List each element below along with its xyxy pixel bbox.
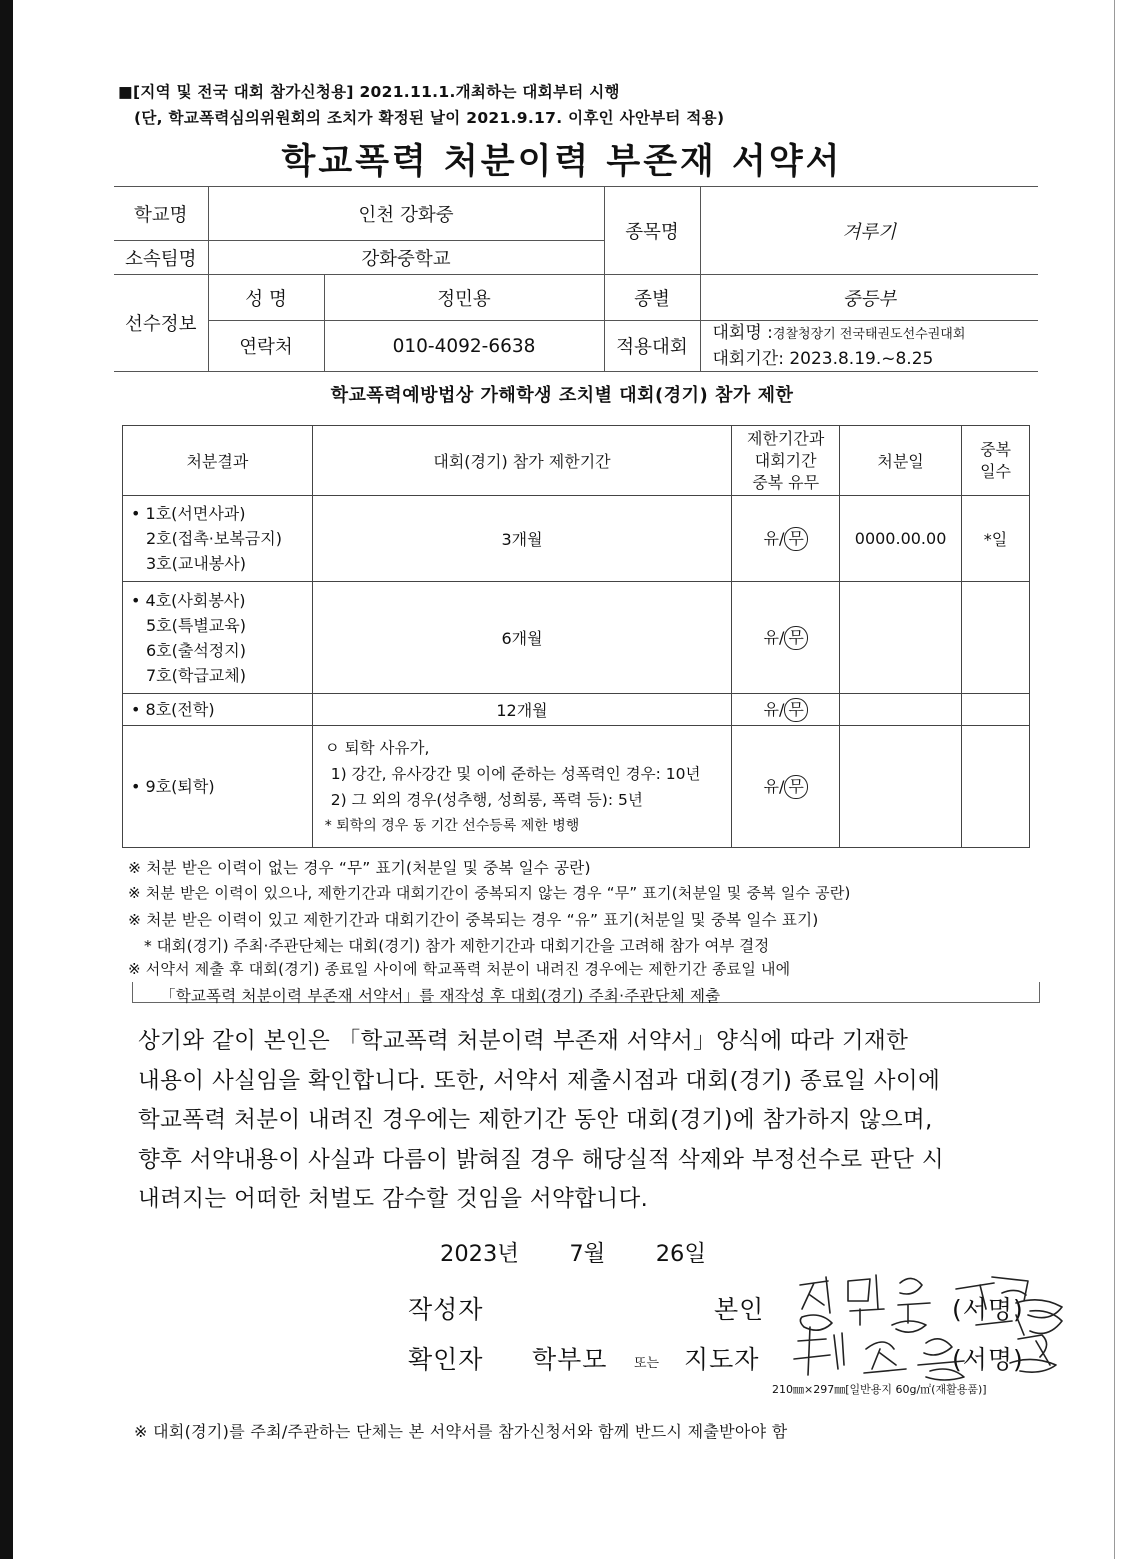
- row-date: [840, 694, 962, 726]
- statement-line: 학교폭력 처분이 내려진 경우에는 제한기간 동안 대회(경기)에 참가하지 않으며,: [138, 1107, 933, 1133]
- section-subtitle: 학교폭력예방법상 가해학생 조치별 대회(경기) 참가 제한: [330, 385, 794, 406]
- header-line-1: ■[지역 및 전국 대회 참가신청용] 2021.11.1.개최하는 대회부터 시행: [118, 83, 620, 101]
- row-overlap: [732, 694, 840, 726]
- scan-edge-left: [0, 0, 13, 1559]
- paper-spec: 210㎜×297㎜[일반용지 60g/㎡(재활용품)]: [772, 1383, 987, 1396]
- handwritten-signature: [780, 1265, 1100, 1385]
- statement-paragraph: [138, 1022, 1028, 1220]
- info-table: [114, 186, 1038, 372]
- row-days: *일: [962, 496, 1030, 582]
- item: • 1호(서면사과): [131, 504, 246, 523]
- coach-sign-label: (서명): [952, 1345, 1024, 1374]
- item: 6호(출석정지): [146, 640, 246, 660]
- row-period: 3개월: [312, 496, 731, 582]
- col-header-overlap-1: 제한기간과: [747, 428, 825, 448]
- category-value: 중등부: [700, 275, 1038, 321]
- note-6: 「학교폭력 처분이력 부존재 서약서」를 재작성 후 대회(경기) 주최·주관단체 제출: [160, 987, 721, 1005]
- statement-line: 내용이 사실임을 확인합니다. 또한, 서약서 제출시점과 대회(경기) 종료일 사이에: [138, 1067, 941, 1094]
- school-value: 인천 강화중: [208, 187, 604, 241]
- item: 2호(접촉·보복금지): [146, 529, 282, 548]
- yes-mark: 유/: [763, 777, 785, 796]
- item: • 4호(사회봉사): [131, 590, 246, 610]
- note-4: * 대회(경기) 주최·주관단체는 대회(경기) 참가 제한기간과 대회기간을 고려해 참가 여부 결정: [144, 937, 770, 955]
- name-value: 정민용: [324, 275, 604, 321]
- table-row: [123, 726, 1030, 848]
- contact-label: 연락처: [208, 321, 324, 372]
- self-label: 본인: [714, 1295, 765, 1324]
- note-5: ※ 서약서 제출 후 대회(경기) 종료일 사이에 학교폭력 처분이 내려진 경우에는 제한기간 종료일 내에: [128, 960, 791, 978]
- header-line-2: (단, 학교폭력심의위원회의 조치가 확정된 날이 2021.9.17. 이후인 사안부터 적용): [134, 109, 725, 127]
- col-header-days: [962, 426, 1030, 496]
- self-sign-label: (서명): [952, 1295, 1024, 1324]
- col-header-period: 대회(경기) 참가 제한기간: [312, 426, 731, 496]
- col-header-date: 처분일: [840, 426, 962, 496]
- player-label: 선수정보: [114, 275, 208, 372]
- item: • 8호(전학): [131, 700, 215, 719]
- row-notes: [312, 726, 731, 848]
- col-header-result: 처분결과: [123, 426, 313, 496]
- yes-mark: 유/: [763, 529, 785, 548]
- note-2: ※ 처분 받은 이력이 있으나, 제한기간과 대회기간이 중복되지 않는 경우 “무” 표기(처분일 및 중복 일수 공란): [128, 884, 851, 902]
- item: 7호(학급교체): [146, 665, 246, 685]
- statement-line: 상기와 같이 본인은 「학교폭력 처분이력 부존재 서약서」양식에 따라 기재한: [138, 1028, 909, 1054]
- row-period: 12개월: [312, 694, 731, 726]
- item: 5호(특별교육): [146, 615, 246, 635]
- parent-label: 학부모: [532, 1345, 608, 1374]
- date-month: 7월: [569, 1241, 606, 1267]
- competition-period-value: 2023.8.19.~8.25: [789, 349, 934, 369]
- row-result: [123, 694, 313, 726]
- date-year: 2023년: [440, 1241, 519, 1267]
- team-value: 강화중학교: [208, 241, 604, 275]
- col-header-days-2: 일수: [980, 461, 1011, 481]
- col-header-overlap: [732, 426, 840, 496]
- col-header-overlap-3: 중복 유무: [752, 472, 820, 492]
- statement-line: 향후 서약내용이 사실과 다름이 밝혀질 경우 해당실적 삭제와 부정선수로 판단 시: [138, 1146, 944, 1173]
- table-row: [123, 496, 1030, 582]
- coach-label: 지도자: [684, 1345, 760, 1374]
- yes-mark: 유/: [763, 628, 785, 647]
- competition-name-value: 경찰청장기 전국태권도선수권대회: [772, 327, 966, 342]
- contact-value: 010-4092-6638: [324, 321, 604, 372]
- row-period: 6개월: [312, 582, 731, 694]
- document-title: 학교폭력 처분이력 부존재 서약서: [281, 142, 843, 182]
- note-line: 2) 그 외의 경우(성추행, 성희롱, 폭력 등): 5년: [330, 790, 643, 809]
- row-overlap: [732, 726, 840, 848]
- row-days: [962, 582, 1030, 694]
- date-day: 26일: [655, 1241, 707, 1267]
- competition-label: 적용대회: [604, 321, 700, 372]
- row-result: [123, 496, 313, 582]
- note-1: ※ 처분 받은 이력이 없는 경우 “무” 표기(처분일 및 중복 일수 공란): [128, 859, 591, 877]
- school-label: 학교명: [114, 187, 208, 241]
- statement-line: 내려지는 어떠한 처벌도 감수할 것임을 서약합니다.: [138, 1186, 649, 1212]
- event-value: 겨루기: [700, 187, 1038, 275]
- note-line: 1) 강간, 유사강간 및 이에 준하는 성폭력인 경우: 10년: [330, 764, 701, 783]
- name-label: 성 명: [208, 275, 324, 321]
- row-days: [962, 694, 1030, 726]
- item: • 9호(퇴학): [131, 777, 215, 796]
- table-row: [123, 582, 1030, 694]
- no-mark-circled: 무: [784, 775, 807, 799]
- or-label: 또는: [634, 1356, 660, 1371]
- note-line: ㅇ 퇴학 사유가,: [324, 738, 430, 757]
- no-mark-circled: 무: [784, 698, 807, 722]
- competition-cell: [700, 321, 1038, 372]
- footer-note: ※ 대회(경기)를 주최/주관하는 단체는 본 서약서를 참가신청서와 함께 반드시 제출받아야 함: [134, 1422, 788, 1441]
- category-label: 종별: [604, 275, 700, 321]
- scan-edge-right: [1114, 0, 1115, 1559]
- no-mark-circled: 무: [784, 527, 807, 551]
- row-date: [840, 582, 962, 694]
- row-result: [123, 726, 313, 848]
- yes-mark: 유/: [763, 700, 785, 719]
- writer-label: 작성자: [408, 1295, 484, 1324]
- confirmer-label: 확인자: [408, 1345, 484, 1374]
- col-header-overlap-2: 대회기간: [754, 450, 817, 470]
- signing-date: [440, 1236, 706, 1268]
- col-header-days-1: 중복: [980, 439, 1011, 459]
- table-row: [123, 694, 1030, 726]
- competition-period-label: 대회기간:: [712, 349, 784, 369]
- row-overlap: [732, 582, 840, 694]
- event-label: 종목명: [604, 187, 700, 275]
- note-3: ※ 처분 받은 이력이 있고 제한기간과 대회기간이 중복되는 경우 “유” 표기(처분일 및 중복 일수 표기): [128, 911, 819, 929]
- row-overlap: [732, 496, 840, 582]
- item: 3호(교내봉사): [146, 554, 246, 573]
- row-date: [840, 726, 962, 848]
- note-line: * 퇴학의 경우 동 기간 선수등록 제한 병행: [324, 817, 580, 834]
- no-mark-circled: 무: [784, 626, 807, 650]
- competition-name-label: 대회명 :: [712, 323, 773, 343]
- row-date: 0000.00.00: [840, 496, 962, 582]
- discipline-table: [122, 425, 1030, 848]
- row-days: [962, 726, 1030, 848]
- row-result: [123, 582, 313, 694]
- team-label: 소속팀명: [114, 241, 208, 275]
